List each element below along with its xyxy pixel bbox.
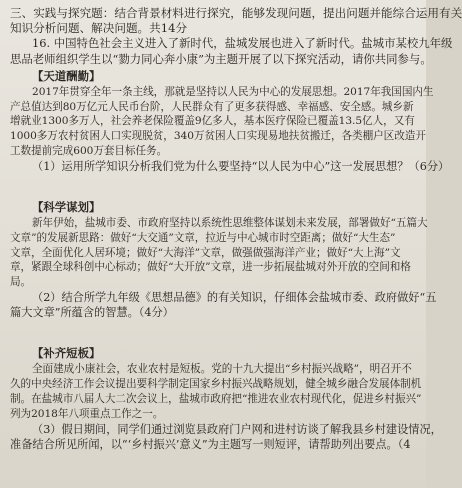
material-1-line: 1000多万农村贫困人口实现脱贫，340万贫困人口实现易地扶贫搬迁，各类棚户区改造开 bbox=[10, 130, 426, 143]
material-1-line: 2017年贯穿全年一条主线，那就是坚持以人民为中心的发展思想。2017年我国国内生 bbox=[32, 85, 434, 98]
material-3-line: 制。在盐城市八届人大二次会议上，盐城市政府把“推进农业农村现代化，促进乡村振兴” bbox=[10, 392, 422, 405]
material-1 bbox=[10, 85, 434, 159]
material-3-line: 久的中央经济工作会议提出要科学制定国家乡村振兴战略规划，健全城乡融合发展体制机 bbox=[10, 378, 422, 391]
material-3-line: 列为2018年八项重点工作之一。 bbox=[10, 407, 164, 420]
question-3-line-1: （3）假日期间，同学们通过浏览县政府门户网和进村访谈了解我县乡村建设情况， bbox=[32, 422, 442, 436]
material-1-line: 工数提前完成600万套目标任务。 bbox=[10, 145, 168, 157]
intro-line-1: 16. 中国特色社会主义进入了新时代，盐城发展也进入了新时代。盐城市某校九年级 bbox=[32, 36, 453, 51]
material-2-line: 新年伊始，盐城市委、市政府坚持以系统性思维整体谋划未来发展，部署做好“五篇大 bbox=[32, 217, 428, 229]
question-1: （1）运用所学知识分析我们党为什么要坚持“以人民为中心”这一发展思想？（6分） bbox=[32, 159, 450, 173]
heading-tiandao-chouqin: 【天道酬勤】 bbox=[32, 68, 101, 83]
material-2-line: 文章”的发展新思路：做好“大交通”文章，拉近与中心城市时空距离；做好“大生态” bbox=[10, 231, 396, 244]
question-2 bbox=[10, 290, 437, 320]
section-title-line-1: 三、实践与探究题：结合背景材料进行探究，能够发现问题，提出问题并能综合运用有关 bbox=[10, 6, 462, 20]
section-title bbox=[10, 6, 462, 36]
question-3 bbox=[10, 422, 442, 452]
section-title-line-2: 知识分析问题、解决问题。共14分 bbox=[10, 21, 188, 36]
material-3 bbox=[10, 362, 422, 421]
intro-line-2: 思品老师组织学生以“勠力同心奔小康”为主题开展了以下探究活动，请你共同参与。 bbox=[10, 51, 432, 66]
material-1-line: 产总值达到80万亿元人民币台阶，人民群众有了更多获得感、幸福感、安全感。城乡新 bbox=[10, 100, 414, 113]
material-2 bbox=[10, 216, 428, 290]
question-2-line-1: （2）结合所学九年级《思想品德》的有关知识，仔细体会盐城市委、政府做好“五 bbox=[32, 290, 437, 304]
material-3-line: 全面建成小康社会，农业农村是短板。党的十九大提出“乡村振兴战略”，明召开不 bbox=[32, 363, 412, 376]
question-intro bbox=[10, 36, 453, 66]
material-1-line: 增就业1300多万人，社会养老保险覆盖9亿多人，基本医疗保险已覆盖13.5亿人，又有 bbox=[10, 115, 415, 128]
heading-kexue-mouhua: 【科学谋划】 bbox=[32, 200, 101, 214]
heading-buqi-duanban: 【补齐短板】 bbox=[32, 346, 101, 361]
material-2-line: 局。 bbox=[10, 276, 32, 289]
question-3-line-2: 准备结合所见所闻，以“‘乡村振兴’意义”为主题写一则短评，请帮助列出要点。（4 bbox=[10, 437, 411, 451]
question-2-line-2: 篇大文章”所蕴含的智慧。（4分） bbox=[10, 306, 174, 320]
material-2-line: 文章，全面优化人居环境；做好“大海洋”文章，做强做强海洋产业；做好“大上海”文 bbox=[10, 246, 401, 259]
material-2-line: 章，紧跟全球科创中心标动；做好“大开放”文章，进一步拓展盐城对外开放的空间和格 bbox=[10, 261, 411, 274]
